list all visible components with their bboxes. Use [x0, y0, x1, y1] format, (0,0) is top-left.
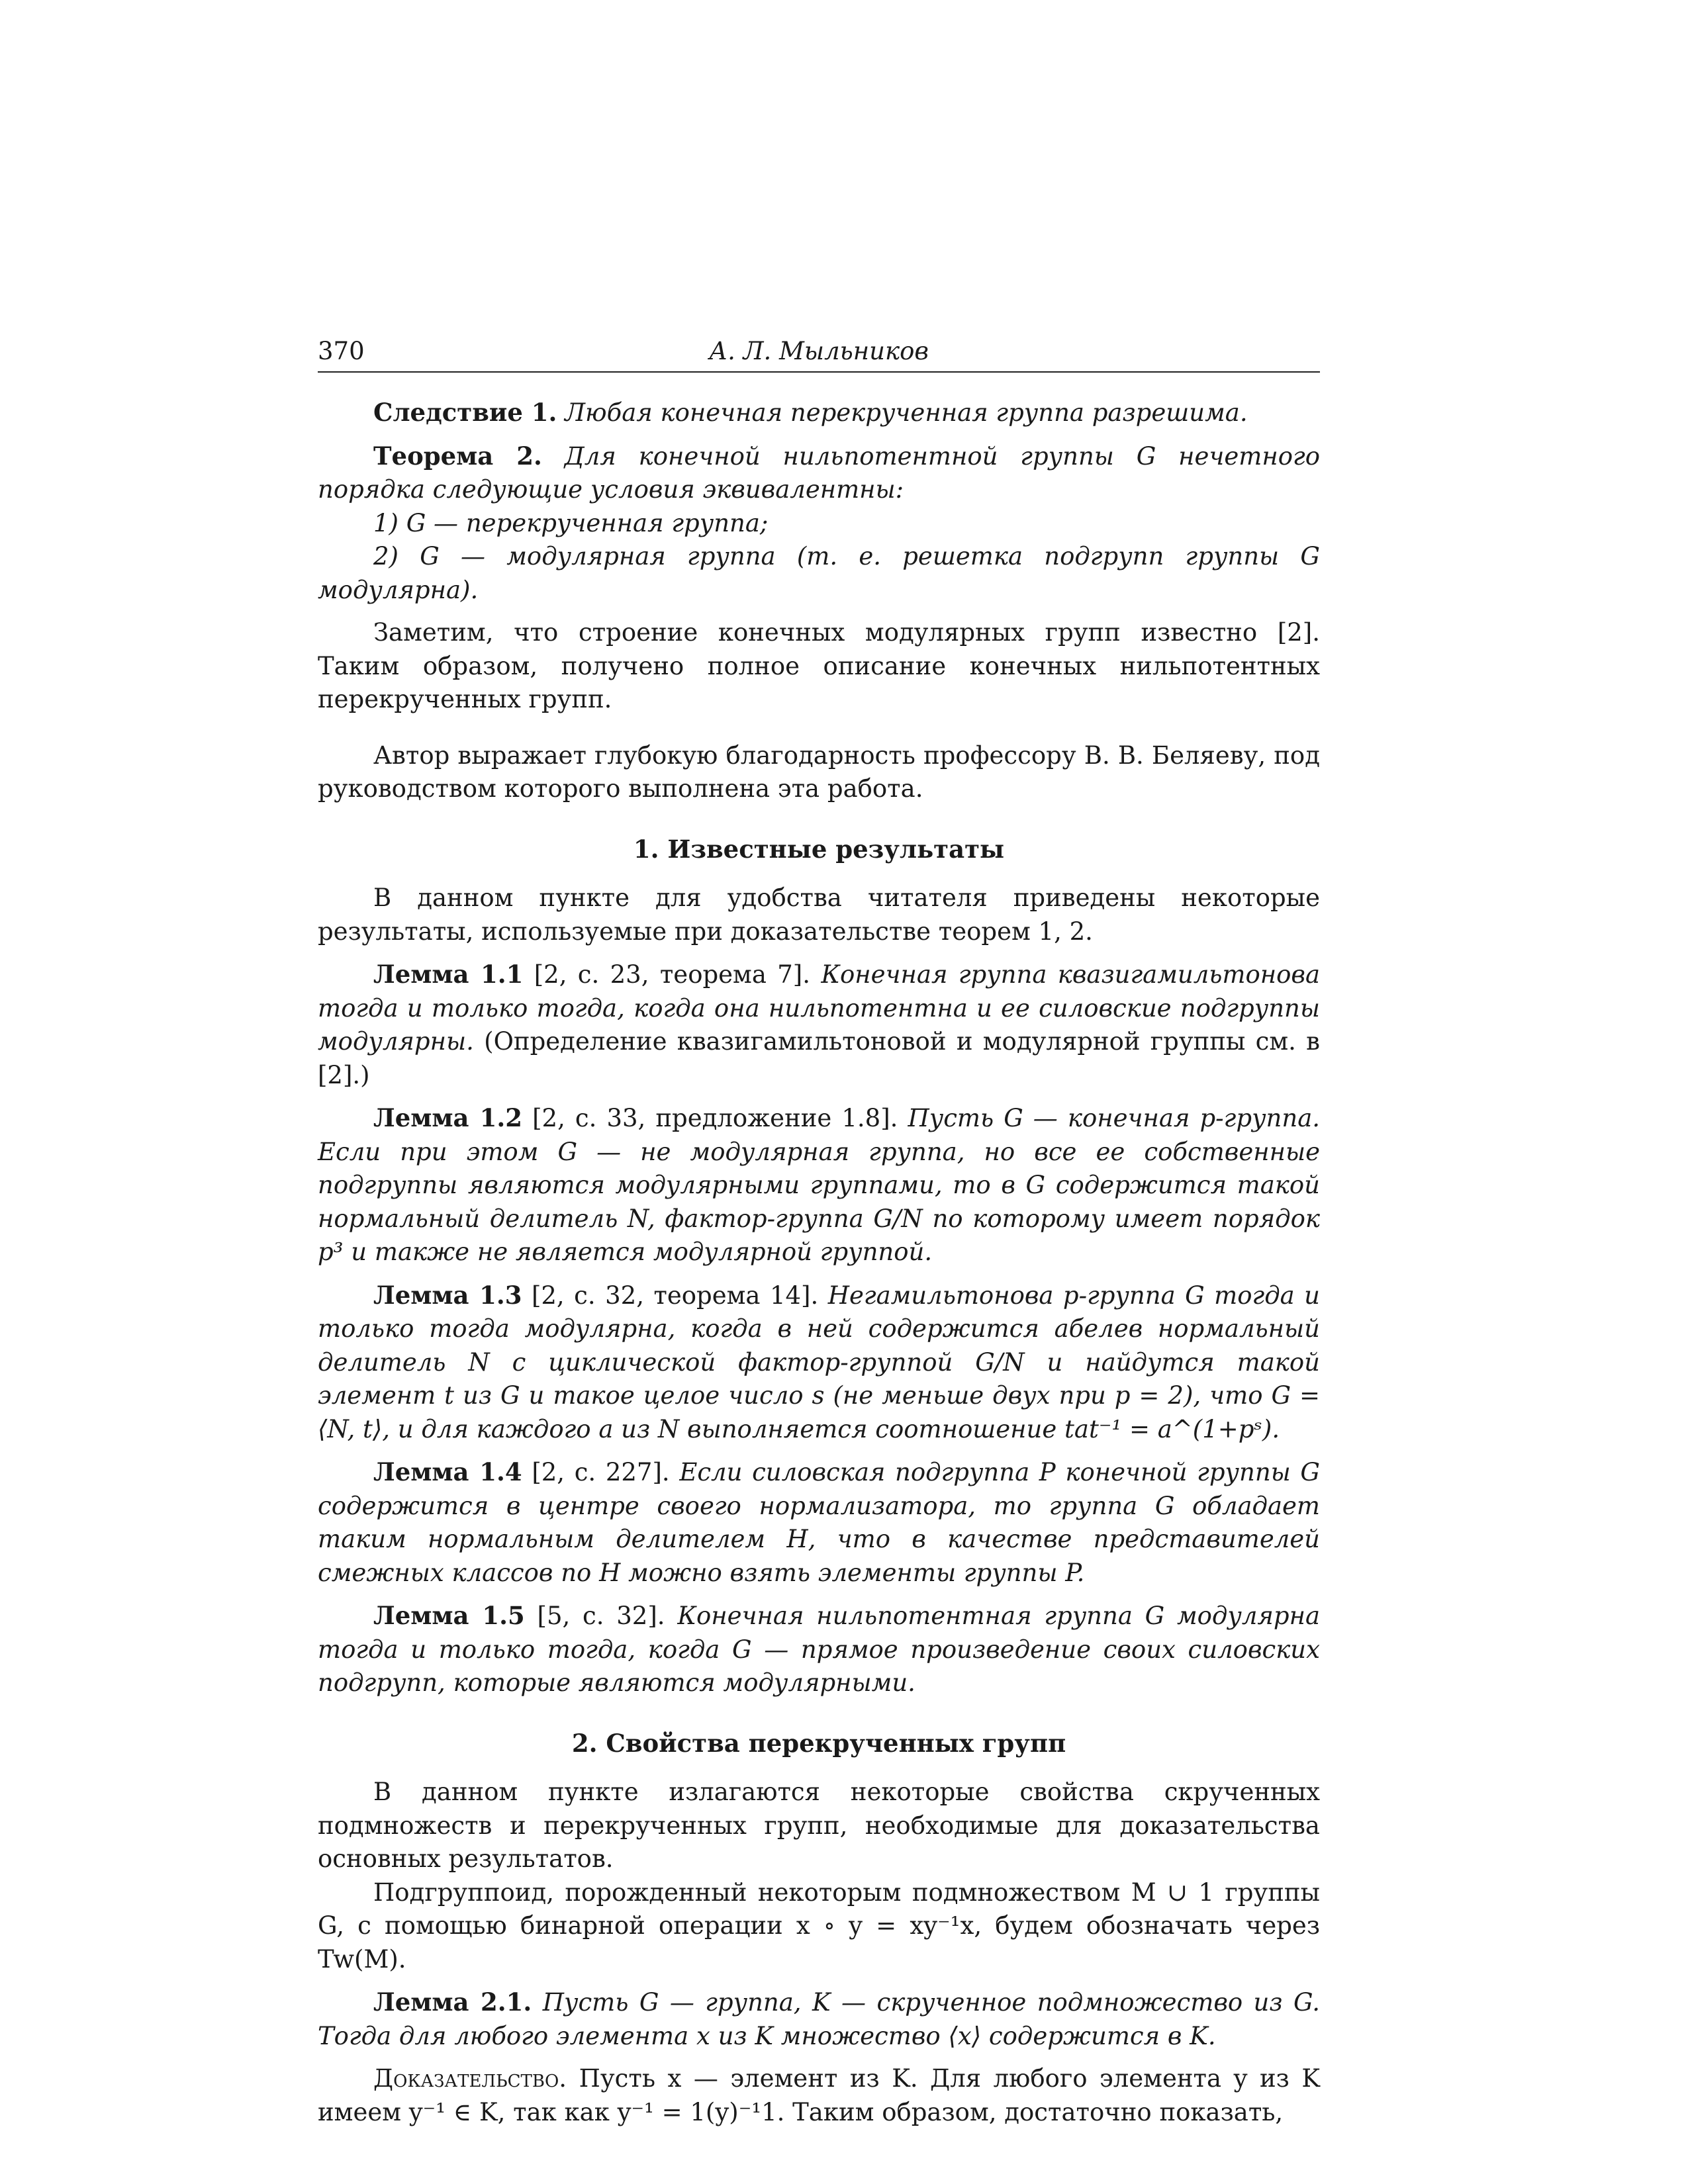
remark-paragraph: Заметим, что строение конечных модулярных групп известно [2]. Таким образом, получено полное описание конечных нильпотентных перекрученных групп.: [318, 618, 1320, 713]
section-1-intro: В данном пункте для удобства читателя приведены некоторые результаты, используемые при доказательстве теорем 1, 2.: [318, 884, 1320, 946]
proof-label: Доказательство.: [373, 2064, 567, 2093]
page-body: [318, 396, 1320, 2129]
lemma-1-3-text: Негамильтонова p-группа G тогда и только тогда модулярна, когда в ней содержится абелев нормальный делитель N с циклической фактор-группой G/N и найдутся такой элемент t из G и такое целое число s (не меньше двух при p = 2), что G = ⟨N, t⟩, и для каждого a из N выполняется соотношение tat⁻¹ = a^(1+pˢ).: [318, 1281, 1321, 1443]
lemma-2-1: [318, 1985, 1320, 2053]
section-2-heading: 2. Свойства перекрученных групп: [571, 1728, 1066, 1758]
section-1-heading: 1. Известные результаты: [633, 834, 1005, 864]
groupoid-paragraph: Подгруппоид, порожденный некоторым подмножеством M ∪ 1 группы G, с помощью бинарной операции x ∘ y = xy⁻¹x, будем обозначать через Tw(M).: [318, 1878, 1320, 1974]
lemma-1-5-text: Конечная нильпотентная группа G модулярна тогда и только тогда, когда G — прямое произведение своих силовских подгрупп, которые являются модулярными.: [318, 1602, 1320, 1697]
lemma-1-2-ref: [2, с. 33, предложение 1.8].: [532, 1104, 898, 1132]
theorem-2-item-2: 2) G — модулярная группа (т. е. решетка подгрупп группы G модулярна).: [318, 542, 1320, 604]
lemma-2-1-text: Пусть G — группа, K — скрученное подмножество из G. Тогда для любого элемента x из K множество ⟨x⟩ содержится в K.: [318, 1988, 1320, 2050]
acknowledgement-paragraph: Автор выражает глубокую благодарность профессору В. В. Беляеву, под руководством которого выполнена эта работа.: [318, 741, 1320, 803]
section-2-intro: В данном пункте излагаются некоторые свойства скрученных подмножеств и перекрученных групп, необходимые для доказательства основных результатов.: [318, 1778, 1320, 1873]
lemma-1-4-label: Лемма 1.4: [373, 1457, 522, 1486]
proof-text: Пусть x — элемент из K. Для любого элемента y из K имеем y⁻¹ ∈ K, так как y⁻¹ = 1(y)⁻¹1. Таким образом, достаточно показать,: [318, 2064, 1321, 2126]
lemma-1-1-ref: [2, с. 23, теорема 7].: [534, 960, 810, 989]
lemma-2-1-label: Лемма 2.1.: [373, 1987, 532, 2017]
lemma-1-3-ref: [2, с. 32, теорема 14].: [531, 1281, 819, 1310]
lemma-1-2-text: Пусть G — конечная p-группа. Если при этом G — не модулярная группа, но все ее собственные подгруппы являются модулярными группами, то в G содержится такой нормальный делитель N, фактор-группа G/N по которому имеет порядок p³ и также не является модулярной группой.: [318, 1104, 1321, 1266]
lemma-1-1: [318, 958, 1320, 1092]
theorem-2: [318, 439, 1320, 507]
lemma-1-2: [318, 1101, 1320, 1269]
lemma-1-1-note: (Определение квазигамильтоновой и модулярной группы см. в [2].): [318, 1027, 1321, 1089]
corollary-1: [318, 396, 1320, 430]
lemma-1-1-label: Лемма 1.1: [373, 960, 524, 989]
running-author: А. Л. Мыльников: [709, 337, 929, 365]
lemma-1-5-ref: [5, с. 32].: [537, 1602, 665, 1630]
lemma-1-5: [318, 1599, 1320, 1700]
corollary-1-text: Любая конечная перекрученная группа разрешима.: [565, 398, 1248, 427]
lemma-1-3: [318, 1279, 1320, 1447]
corollary-1-label: Следствие 1.: [373, 398, 557, 427]
lemma-1-4-ref: [2, с. 227].: [532, 1458, 670, 1486]
theorem-2-label: Теорема 2.: [373, 441, 542, 471]
page-number: 370: [318, 337, 365, 365]
theorem-2-text: Для конечной нильпотентной группы G нечетного порядка следующие условия эквивалентны:: [318, 441, 1320, 504]
proof-paragraph: [318, 2062, 1320, 2129]
lemma-1-3-label: Лемма 1.3: [373, 1280, 522, 1310]
lemma-1-2-label: Лемма 1.2: [373, 1103, 523, 1132]
lemma-1-4: [318, 1455, 1320, 1590]
lemma-1-1-text: Конечная группа квазигамильтонова тогда и только тогда, когда она нильпотентна и ее силовские подгруппы модулярны.: [318, 960, 1321, 1056]
lemma-1-4-text: Если силовская подгруппа P конечной группы G содержится в центре своего нормализатора, то группа G обладает таким нормальным делителем H, что в качестве представителей смежных классов по H можно взять элементы группы P.: [318, 1458, 1320, 1587]
running-header: [318, 334, 1320, 373]
theorem-2-item-1: 1) G — перекрученная группа;: [373, 508, 769, 537]
lemma-1-5-label: Лемма 1.5: [373, 1601, 525, 1630]
